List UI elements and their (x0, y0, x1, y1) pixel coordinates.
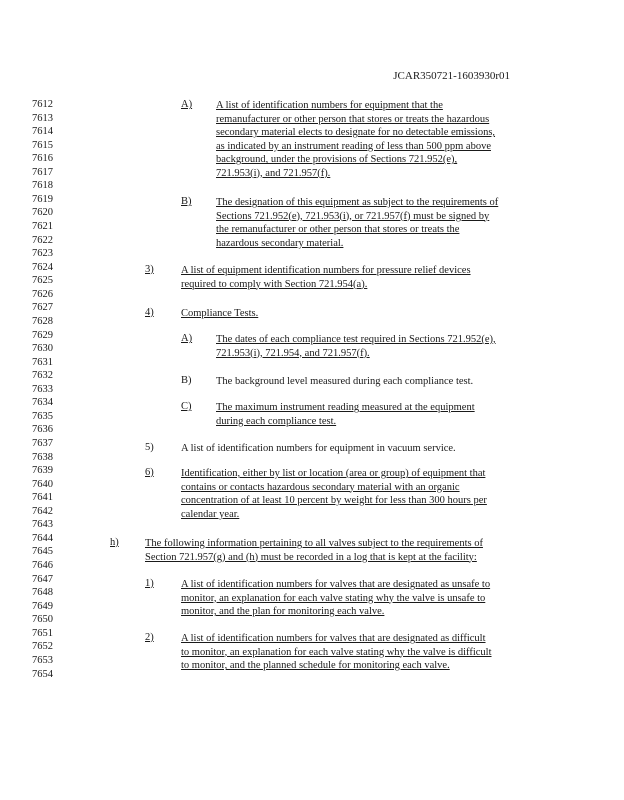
line-number: 7618 (32, 180, 53, 192)
text-line: A list of equipment identification numbers for pressure relief devices (181, 265, 471, 276)
item-5-text (181, 442, 531, 456)
line-number: 7636 (32, 424, 53, 436)
line-number: 7639 (32, 465, 53, 477)
line-number: 7619 (32, 193, 53, 205)
item-b-label: B) (181, 196, 192, 207)
line-number: 7616 (32, 153, 53, 165)
text-line: to monitor, an explanation for each valve stating why the valve is difficult (181, 646, 492, 658)
text-line: required to comply with Section 721.954(a). (181, 278, 368, 290)
text-line: to monitor, and the planned schedule for monitoring each valve. (181, 660, 450, 672)
text-line: secondary material elects to designate for no detectable emissions, (216, 127, 496, 139)
line-number: 7641 (32, 492, 53, 504)
item-5-label: 5) (145, 442, 154, 453)
line-number: 7615 (32, 139, 53, 151)
line-number: 7628 (32, 315, 53, 327)
line-number: 7642 (32, 505, 53, 517)
text-line: 721.953(i), 721.954, and 721.957(f). (216, 347, 370, 359)
item-h2-label: 2) (145, 632, 154, 643)
line-number: 7654 (32, 668, 53, 680)
line-number: 7630 (32, 343, 53, 355)
line-number: 7613 (32, 112, 53, 124)
text-line: the remanufacturer or other person that stores or treats the (216, 224, 460, 236)
item-3-label: 3) (145, 264, 154, 275)
text-line: background, under the provisions of Sections 721.952(e), (216, 154, 458, 166)
text-line: A list of identification numbers for equipment in vacuum service. (181, 443, 456, 454)
line-number: 7612 (32, 99, 53, 110)
text-line: The following information pertaining to all valves subject to the requirements of (145, 538, 483, 549)
line-number: 7643 (32, 519, 53, 531)
line-number: 7649 (32, 600, 53, 612)
line-number: 7635 (32, 410, 53, 422)
item-4b-label: B) (181, 375, 192, 386)
text-line: concentration of at least 10 percent by weight for less than 300 hours per (181, 495, 487, 507)
text-line: as indicated by an instrument reading of less than 500 ppm above (216, 140, 491, 152)
item-h-text (145, 537, 535, 564)
item-a-text (216, 99, 566, 180)
line-number: 7645 (32, 546, 53, 558)
line-number: 7621 (32, 221, 53, 233)
text-line: remanufacturer or other person that stores or treats the hazardous (216, 113, 490, 125)
line-number: 7652 (32, 641, 53, 653)
text-line: hazardous secondary material. (216, 237, 344, 249)
text-line: 721.953(i), and 721.957(f). (216, 167, 331, 179)
item-4c-label: C) (181, 401, 192, 412)
line-number: 7631 (32, 356, 53, 368)
text-line: The maximum instrument reading measured at the equipment (216, 402, 475, 413)
text-line: Sections 721.952(e), 721.953(i), or 721.957(f) must be signed by (216, 210, 490, 222)
line-number: 7646 (32, 560, 53, 572)
item-h-label: h) (110, 537, 119, 548)
line-number: 7626 (32, 288, 53, 300)
line-number: 7647 (32, 573, 53, 585)
item-4c-text (216, 401, 566, 428)
line-number: 7651 (32, 627, 53, 639)
line-number: 7633 (32, 383, 53, 395)
item-a-label: A) (181, 99, 193, 110)
item-4b-text (216, 375, 566, 389)
line-number: 7623 (32, 248, 53, 260)
text-line: monitor, an explanation for each valve stating why the valve is unsafe to (181, 592, 486, 604)
item-6-text (181, 467, 531, 521)
line-number: 7637 (32, 438, 53, 449)
line-number: 7625 (32, 275, 53, 287)
item-6-label: 6) (145, 467, 154, 478)
item-h2-text (181, 632, 531, 673)
item-4a-text (216, 333, 566, 360)
line-number: 7632 (32, 370, 53, 382)
line-number: 7650 (32, 614, 53, 626)
item-4-text (181, 307, 531, 321)
item-3-text (181, 264, 531, 291)
text-line: Compliance Tests. (181, 308, 259, 319)
text-line: The designation of this equipment as subject to the requirements of (216, 197, 499, 208)
line-number: 7634 (32, 397, 53, 409)
item-h1-label: 1) (145, 578, 154, 589)
line-number: 7629 (32, 329, 53, 341)
line-number: 7622 (32, 234, 53, 246)
text-line: A list of identification numbers for equipment that the (216, 100, 443, 111)
text-line: The dates of each compliance test required in Sections 721.952(e), (216, 334, 496, 345)
line-number: 7614 (32, 126, 53, 138)
text-line: A list of identification numbers for valves that are designated as difficult (181, 633, 486, 644)
item-h1-text (181, 578, 531, 619)
text-line: The background level measured during each compliance test. (216, 376, 474, 387)
text-line: A list of identification numbers for valves that are designated as unsafe to (181, 579, 491, 590)
line-number: 7653 (32, 654, 53, 666)
document-id: JCAR350721-1603930r01 (393, 70, 510, 82)
item-4-label: 4) (145, 307, 154, 318)
line-number: 7648 (32, 587, 53, 599)
text-line: calendar year. (181, 508, 240, 520)
line-number: 7627 (32, 302, 53, 314)
line-number: 7620 (32, 207, 53, 219)
line-number: 7617 (32, 166, 53, 178)
text-line: during each compliance test. (216, 415, 337, 427)
item-b-text (216, 196, 566, 250)
text-line: Identification, either by list or location (area or group) of equipment that (181, 468, 486, 479)
text-line: monitor, and the plan for monitoring each valve. (181, 606, 385, 618)
text-line: contains or contacts hazardous secondary material with an organic (181, 481, 460, 493)
item-4a-label: A) (181, 333, 193, 344)
line-number: 7624 (32, 261, 53, 273)
line-number: 7644 (32, 532, 53, 544)
text-line: Section 721.957(g) and (h) must be recorded in a log that is kept at the facility: (145, 551, 477, 563)
line-number: 7638 (32, 451, 53, 463)
line-number: 7640 (32, 478, 53, 490)
